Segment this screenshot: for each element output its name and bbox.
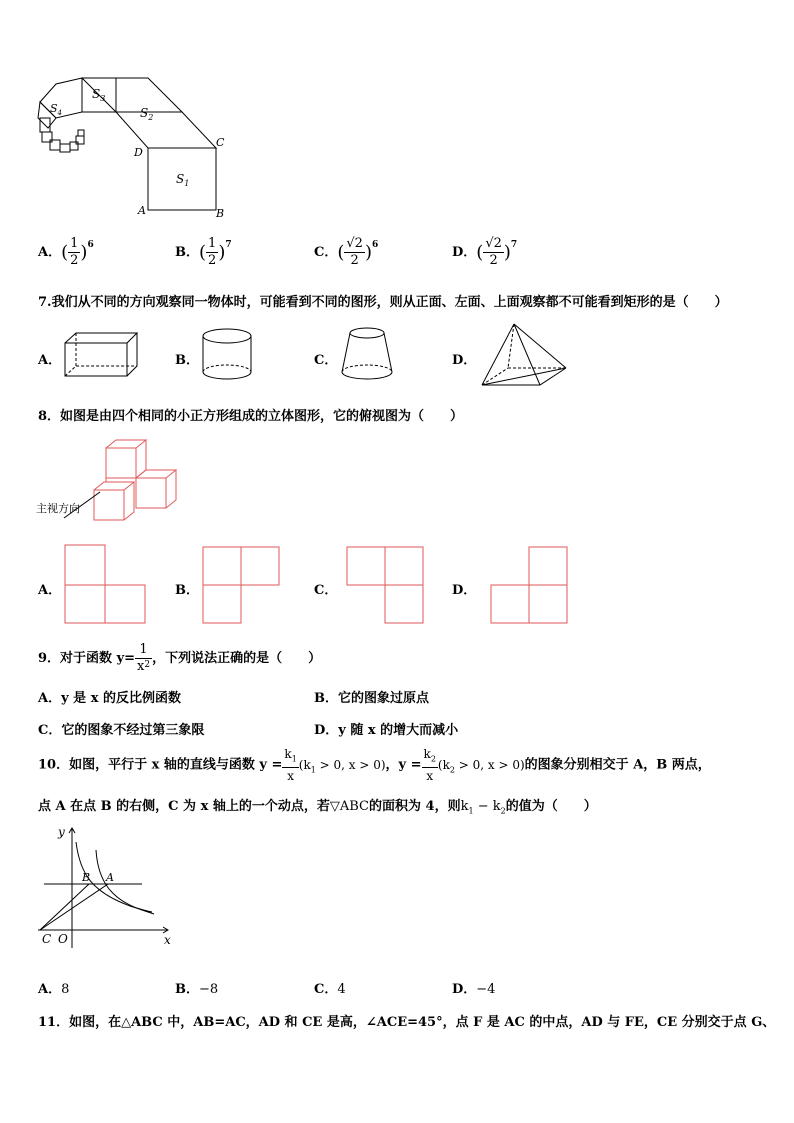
q6-option-d[interactable]: D．( $\frac{√2}{2}$ )$^7$ xyxy=(452,236,518,268)
graph-c-label: C xyxy=(42,932,52,946)
q8-option-d-grid[interactable] xyxy=(490,546,570,626)
q7-option-c-label[interactable]: C． xyxy=(314,353,338,368)
graph-a-label: A xyxy=(106,871,114,884)
q10-option-d[interactable]: D．−4 xyxy=(452,982,496,997)
cuboid-icon[interactable] xyxy=(62,330,140,380)
q7-question-text: 7.我们从不同的方向观察同一物体时，可能看到不同的图形，则从正面、左面、上面观察都不可能看到矩形的是（ ） xyxy=(38,295,728,310)
q7-option-b-label[interactable]: B． xyxy=(175,353,199,368)
s1-label: $S_1$ xyxy=(176,172,190,188)
q9-question-text: 9．对于函数 y= $\frac{1}{x^2}$ ，下列说法正确的是（ ） xyxy=(38,642,322,674)
q11-question-text: 11．如图，在△ABC 中，AB=AC，AD 和 CE 是高，∠ACE=45°，点 F 是 AC 的中点，AD 与 FE，CE 分别交于点 G、 xyxy=(38,1015,776,1030)
q8-option-b-grid[interactable] xyxy=(202,546,282,626)
q6-option-c[interactable]: C．( $\frac{√2}{2}$ )$^6$ xyxy=(314,236,379,268)
graph-b-label: B xyxy=(82,871,91,884)
cylinder-icon[interactable] xyxy=(199,326,255,384)
q10-option-b[interactable]: B．−8 xyxy=(175,982,219,997)
s3-label: $S_3$ xyxy=(92,87,106,103)
q8-option-a-label[interactable]: A． xyxy=(38,583,62,598)
s2-label: $S_2$ xyxy=(140,106,154,122)
q8-option-a-grid[interactable] xyxy=(64,544,148,626)
view-direction-label: 主视方向 xyxy=(36,502,80,515)
q7-option-a-label[interactable]: A． xyxy=(38,353,62,368)
q8-question-text: 8．如图是由四个相同的小正方形组成的立体图形，它的俯视图为（ ） xyxy=(38,409,464,424)
point-c-label: C xyxy=(216,136,225,149)
cube-stack-figure xyxy=(34,434,194,530)
point-d-label: D xyxy=(134,146,143,159)
s4-label: $S_4$ xyxy=(50,102,63,117)
graph-y-label: y xyxy=(58,825,65,839)
q9-option-d[interactable]: D．y 随 x 的增大而减小 xyxy=(314,723,459,738)
q8-option-d-label[interactable]: D． xyxy=(452,583,477,598)
point-a-label: A xyxy=(138,204,146,217)
point-b-label: B xyxy=(216,207,225,220)
q9-option-b[interactable]: B．它的图象过原点 xyxy=(314,691,429,706)
q10-question-line2: 点 A 在点 B 的右侧，C 为 x 轴上的一个动点，若▽ABC的面积为 4，则$k_1 - k_2$的值为（ ） xyxy=(38,799,597,816)
q10-question-line1: 10．如图，平行于 x 轴的直线与函数 y = $\frac{k_1}{x}$ ($k_1 > 0$, x > 0)，y = $\frac{k_2}{x}$ ($k_2 > 0$, x > 0)的图象分别相交于 A，B 两点， xyxy=(38,747,711,784)
pyramid-icon[interactable] xyxy=(478,320,570,390)
q8-option-b-label[interactable]: B． xyxy=(175,583,199,598)
q8-option-c-label[interactable]: C． xyxy=(314,583,338,598)
q7-option-d-label[interactable]: D． xyxy=(452,353,477,368)
q8-option-c-grid[interactable] xyxy=(346,546,426,626)
graph-x-label: x xyxy=(164,933,171,947)
q6-option-a[interactable]: A．( $\frac{1}{2}$ )$^6$ xyxy=(38,236,94,268)
q9-option-c[interactable]: C．它的图象不经过第三象限 xyxy=(38,723,205,738)
hyperbola-graph xyxy=(36,822,186,950)
q10-option-a[interactable]: A．8 xyxy=(38,982,70,997)
q9-option-a[interactable]: A．y 是 x 的反比例函数 xyxy=(38,691,181,706)
frustum-icon[interactable] xyxy=(338,324,396,384)
q10-option-c[interactable]: C．4 xyxy=(314,982,346,997)
spiral-squares-figure xyxy=(34,72,234,222)
graph-origin-label: O xyxy=(58,932,68,946)
q6-option-b[interactable]: B．( $\frac{1}{2}$ )$^7$ xyxy=(175,236,232,268)
